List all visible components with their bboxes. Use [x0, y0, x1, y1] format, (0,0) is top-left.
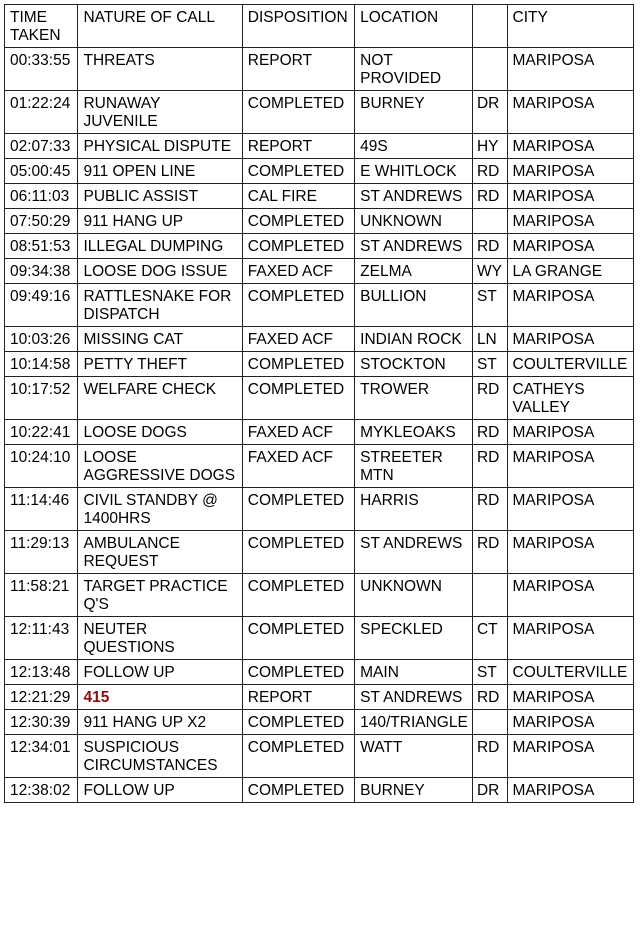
location-cell: ST ANDREWS [355, 685, 473, 710]
disposition-cell: COMPLETED [242, 234, 354, 259]
location-cell: TROWER [355, 377, 473, 420]
table-row [5, 685, 634, 710]
time-cell: 07:50:29 [5, 209, 78, 234]
city-cell: MARIPOSA [507, 134, 633, 159]
city-cell: MARIPOSA [507, 209, 633, 234]
city-cell: MARIPOSA [507, 234, 633, 259]
nature-cell: NEUTER QUESTIONS [78, 617, 242, 660]
street-suffix-cell: ST [472, 660, 507, 685]
location-cell: ZELMA [355, 259, 473, 284]
nature-cell: TARGET PRACTICE Q'S [78, 574, 242, 617]
disposition-cell: REPORT [242, 48, 354, 91]
header-city: CITY [507, 5, 633, 48]
location-cell: STOCKTON [355, 352, 473, 377]
nature-cell: FOLLOW UP [78, 778, 242, 803]
street-suffix-cell: ST [472, 352, 507, 377]
nature-cell: LOOSE AGGRESSIVE DOGS [78, 445, 242, 488]
location-cell: 140/TRIANGLE [355, 710, 473, 735]
disposition-cell: FAXED ACF [242, 420, 354, 445]
table-row [5, 234, 634, 259]
nature-cell: WELFARE CHECK [78, 377, 242, 420]
table-row [5, 617, 634, 660]
city-cell: LA GRANGE [507, 259, 633, 284]
location-cell: WATT [355, 735, 473, 778]
disposition-cell: CAL FIRE [242, 184, 354, 209]
table-row [5, 778, 634, 803]
disposition-cell: COMPLETED [242, 284, 354, 327]
city-cell: MARIPOSA [507, 617, 633, 660]
disposition-cell: COMPLETED [242, 531, 354, 574]
street-suffix-cell: LN [472, 327, 507, 352]
nature-cell: FOLLOW UP [78, 660, 242, 685]
time-cell: 12:30:39 [5, 710, 78, 735]
call-log-table [4, 4, 634, 803]
disposition-cell: COMPLETED [242, 91, 354, 134]
time-cell: 02:07:33 [5, 134, 78, 159]
nature-cell: 415 [78, 685, 242, 710]
street-suffix-cell: RD [472, 184, 507, 209]
nature-cell: LOOSE DOGS [78, 420, 242, 445]
nature-cell: LOOSE DOG ISSUE [78, 259, 242, 284]
location-cell: STREETER MTN [355, 445, 473, 488]
city-cell: MARIPOSA [507, 159, 633, 184]
time-cell: 09:49:16 [5, 284, 78, 327]
table-row [5, 48, 634, 91]
disposition-cell: COMPLETED [242, 159, 354, 184]
time-cell: 11:14:46 [5, 488, 78, 531]
city-cell: MARIPOSA [507, 710, 633, 735]
nature-cell: MISSING CAT [78, 327, 242, 352]
table-row [5, 531, 634, 574]
table-row [5, 660, 634, 685]
nature-cell: PUBLIC ASSIST [78, 184, 242, 209]
time-cell: 10:03:26 [5, 327, 78, 352]
location-cell: BURNEY [355, 91, 473, 134]
street-suffix-cell: RD [472, 488, 507, 531]
street-suffix-cell: HY [472, 134, 507, 159]
street-suffix-cell: RD [472, 234, 507, 259]
time-cell: 12:34:01 [5, 735, 78, 778]
disposition-cell: COMPLETED [242, 778, 354, 803]
nature-cell: PHYSICAL DISPUTE [78, 134, 242, 159]
nature-cell: RUNAWAY JUVENILE [78, 91, 242, 134]
disposition-cell: REPORT [242, 134, 354, 159]
location-cell: E WHITLOCK [355, 159, 473, 184]
disposition-cell: COMPLETED [242, 735, 354, 778]
location-cell: ST ANDREWS [355, 531, 473, 574]
disposition-cell: REPORT [242, 685, 354, 710]
street-suffix-cell: RD [472, 377, 507, 420]
street-suffix-cell: CT [472, 617, 507, 660]
street-suffix-cell: RD [472, 159, 507, 184]
city-cell: MARIPOSA [507, 420, 633, 445]
time-cell: 01:22:24 [5, 91, 78, 134]
disposition-cell: COMPLETED [242, 488, 354, 531]
table-row [5, 134, 634, 159]
table-row [5, 420, 634, 445]
time-cell: 12:13:48 [5, 660, 78, 685]
time-cell: 10:17:52 [5, 377, 78, 420]
nature-cell: CIVIL STANDBY @ 1400HRS [78, 488, 242, 531]
city-cell: MARIPOSA [507, 685, 633, 710]
table-row [5, 259, 634, 284]
location-cell: MYKLEOAKS [355, 420, 473, 445]
location-cell: ST ANDREWS [355, 234, 473, 259]
city-cell: MARIPOSA [507, 48, 633, 91]
time-cell: 11:58:21 [5, 574, 78, 617]
header-time: TIME TAKEN [5, 5, 78, 48]
table-row [5, 91, 634, 134]
table-row [5, 710, 634, 735]
location-cell: MAIN [355, 660, 473, 685]
table-row [5, 574, 634, 617]
time-cell: 11:29:13 [5, 531, 78, 574]
street-suffix-cell: RD [472, 445, 507, 488]
nature-cell: 911 HANG UP X2 [78, 710, 242, 735]
location-cell: BURNEY [355, 778, 473, 803]
disposition-cell: COMPLETED [242, 209, 354, 234]
street-suffix-cell [472, 48, 507, 91]
street-suffix-cell: DR [472, 778, 507, 803]
time-cell: 06:11:03 [5, 184, 78, 209]
time-cell: 05:00:45 [5, 159, 78, 184]
street-suffix-cell: WY [472, 259, 507, 284]
table-row [5, 284, 634, 327]
city-cell: MARIPOSA [507, 184, 633, 209]
street-suffix-cell [472, 574, 507, 617]
city-cell: MARIPOSA [507, 327, 633, 352]
table-row [5, 377, 634, 420]
location-cell: UNKNOWN [355, 574, 473, 617]
location-cell: ST ANDREWS [355, 184, 473, 209]
city-cell: MARIPOSA [507, 488, 633, 531]
city-cell: CATHEYS VALLEY [507, 377, 633, 420]
street-suffix-cell [472, 710, 507, 735]
street-suffix-cell: RD [472, 531, 507, 574]
disposition-cell: COMPLETED [242, 352, 354, 377]
location-cell: NOT PROVIDED [355, 48, 473, 91]
street-suffix-cell: RD [472, 735, 507, 778]
header-disposition: DISPOSITION [242, 5, 354, 48]
table-row [5, 445, 634, 488]
nature-cell: PETTY THEFT [78, 352, 242, 377]
city-cell: MARIPOSA [507, 574, 633, 617]
street-suffix-cell: RD [472, 685, 507, 710]
nature-cell: RATTLESNAKE FOR DISPATCH [78, 284, 242, 327]
table-row [5, 352, 634, 377]
table-row [5, 327, 634, 352]
location-cell: 49S [355, 134, 473, 159]
time-cell: 12:38:02 [5, 778, 78, 803]
nature-cell: 911 HANG UP [78, 209, 242, 234]
disposition-cell: COMPLETED [242, 377, 354, 420]
disposition-cell: FAXED ACF [242, 445, 354, 488]
disposition-cell: COMPLETED [242, 617, 354, 660]
nature-cell: ILLEGAL DUMPING [78, 234, 242, 259]
nature-cell: AMBULANCE REQUEST [78, 531, 242, 574]
time-cell: 10:24:10 [5, 445, 78, 488]
city-cell: MARIPOSA [507, 735, 633, 778]
location-cell: INDIAN ROCK [355, 327, 473, 352]
time-cell: 12:11:43 [5, 617, 78, 660]
nature-cell: SUSPICIOUS CIRCUMSTANCES [78, 735, 242, 778]
time-cell: 00:33:55 [5, 48, 78, 91]
city-cell: MARIPOSA [507, 91, 633, 134]
location-cell: HARRIS [355, 488, 473, 531]
location-cell: BULLION [355, 284, 473, 327]
location-cell: SPECKLED [355, 617, 473, 660]
header-location: LOCATION [355, 5, 473, 48]
disposition-cell: FAXED ACF [242, 327, 354, 352]
table-row [5, 184, 634, 209]
header-nature: NATURE OF CALL [78, 5, 242, 48]
time-cell: 10:14:58 [5, 352, 78, 377]
time-cell: 08:51:53 [5, 234, 78, 259]
time-cell: 12:21:29 [5, 685, 78, 710]
city-cell: MARIPOSA [507, 531, 633, 574]
street-suffix-cell: RD [472, 420, 507, 445]
time-cell: 09:34:38 [5, 259, 78, 284]
disposition-cell: FAXED ACF [242, 259, 354, 284]
table-row [5, 159, 634, 184]
table-row [5, 209, 634, 234]
street-suffix-cell [472, 209, 507, 234]
disposition-cell: COMPLETED [242, 710, 354, 735]
disposition-cell: COMPLETED [242, 660, 354, 685]
table-row [5, 735, 634, 778]
header-suffix [472, 5, 507, 48]
nature-cell: THREATS [78, 48, 242, 91]
city-cell: COULTERVILLE [507, 352, 633, 377]
city-cell: COULTERVILLE [507, 660, 633, 685]
street-suffix-cell: DR [472, 91, 507, 134]
table-row [5, 488, 634, 531]
location-cell: UNKNOWN [355, 209, 473, 234]
city-cell: MARIPOSA [507, 445, 633, 488]
nature-cell: 911 OPEN LINE [78, 159, 242, 184]
header-row [5, 5, 634, 48]
city-cell: MARIPOSA [507, 284, 633, 327]
disposition-cell: COMPLETED [242, 574, 354, 617]
city-cell: MARIPOSA [507, 778, 633, 803]
call-log-body [5, 48, 634, 803]
street-suffix-cell: ST [472, 284, 507, 327]
time-cell: 10:22:41 [5, 420, 78, 445]
